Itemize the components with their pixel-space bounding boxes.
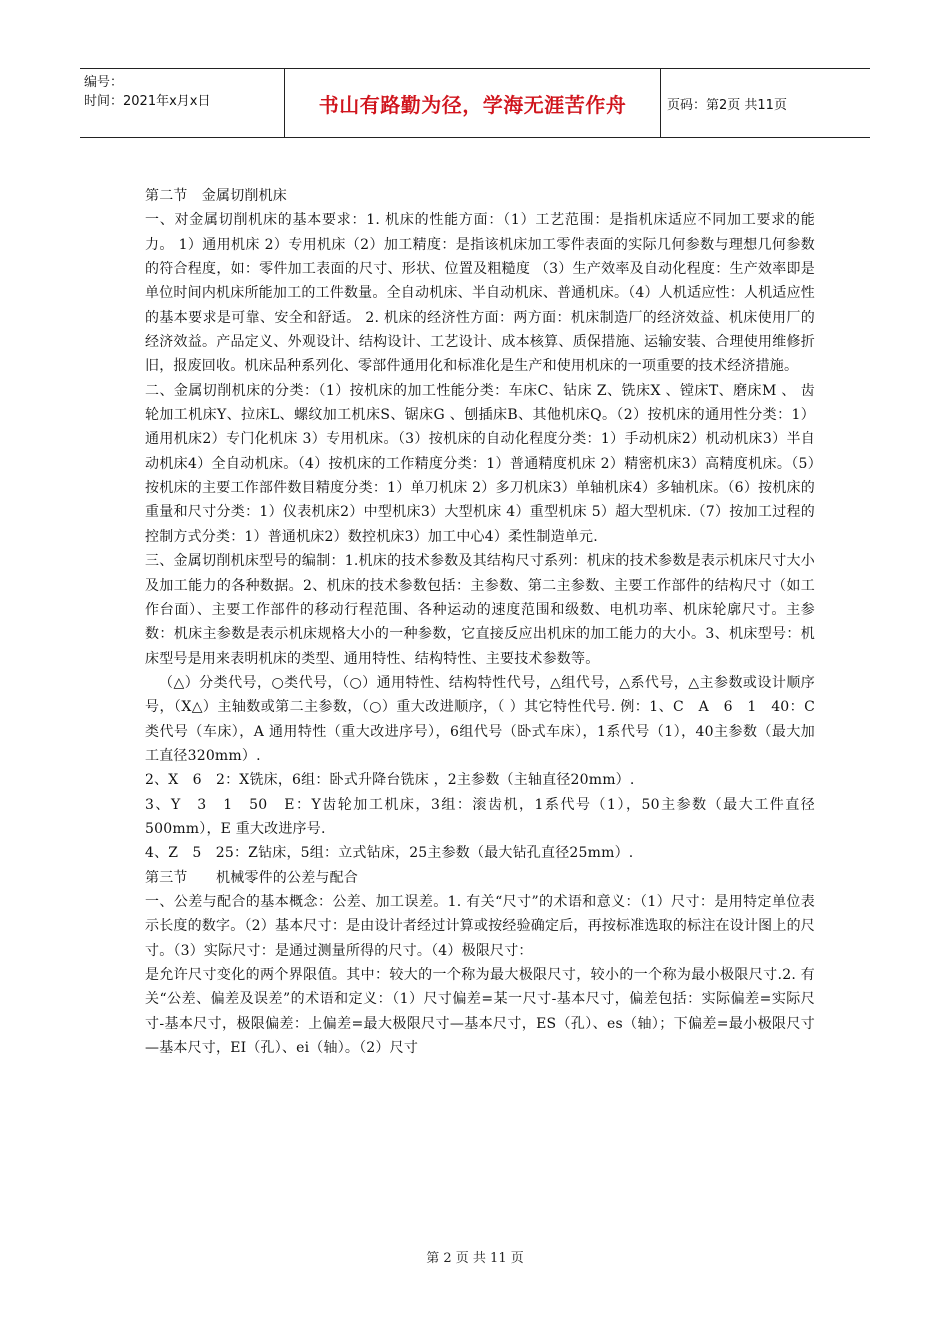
section-heading: 第三节 机械零件的公差与配合 — [145, 869, 358, 886]
header-motto: 书山有路勤为径，学海无涯苦作舟 — [285, 69, 661, 137]
section-heading: 第二节 金属切削机床 — [145, 188, 287, 204]
serial-label: 编号： — [84, 75, 124, 90]
paragraph: 二、金属切削机床的分类：（1）按机床的加工性能分类：车床C、钻床 Z、铣床X 、镗床T、磨床M 、 齿轮加工机床Y、拉床L、螺纹加工机床S、锯床G 、刨插床B、其他机床Q。（2）按机床的通用性分类：1）通用机床2）专门化机床 3）专用机床。（3）按机床的自动化程度分类：1）手动机床2）机动机床3）半自动机床4）全自动机床。（4）按机床的工作精度分类：1）普通精度机床 2）精密机床3）高精度机床。（5）按机床的主要工作部件数目精度分类：1）单刀机床 2）多刀机床3）单轴机床4）多轴机床。（6）按机床的重量和尺寸分类：1）仪表机床2）中型机床3）大型机床 4）重型机床 5）超大型机床.（7）按加工过程的控制方式分类：1）普通机床2）数控机床3）加工中心4）柔性制造单元. — [145, 382, 815, 545]
paragraph: 是允许尺寸变化的两个界限值。其中：较大的一个称为最大极限尺寸，较小的一个称为最小极限尺寸.2. 有关“公差、偏差及误差”的术语和定义：（1）尺寸偏差=某一尺寸-基本尺寸，偏差包括：实际偏差=实际尺寸-基本尺寸，极限偏差：上偏差=最大极限尺寸—基本尺寸，ES（孔）、es（轴）；下偏差=最小极限尺寸—基本尺寸，EI（孔）、ei（轴）。（2）尺寸 — [145, 967, 815, 1057]
paragraph: 三、金属切削机床型号的编制：1.机床的技术参数及其结构尺寸系列：机床的技术参数是表示机床尺寸大小及加工能力的各种数据。2、机床的技术参数包括：主参数、第二主参数、主要工作部件的结构尺寸（如工作台面）、主要工作部件的移动行程范围、各种运动的速度范围和级数、电机功率、机床轮廓尺寸。主参数：机床主参数是表示机床规格大小的一种参数，它直接反应出机床的加工能力的大小。3、机床型号：机床型号是用来表明机床的类型、通用特性、结构特性、主要技术参数等。 — [145, 553, 815, 667]
page-header — [80, 68, 870, 138]
header-page-info: 页码：第2页 共11页 — [667, 97, 787, 113]
paragraph: 4、Z 5 25：Z钻床，5组：立式钻床，25主参数（最大钻孔直径25mm）. — [145, 845, 634, 862]
paragraph: 一、对金属切削机床的基本要求：1. 机床的性能方面：（1）工艺范围：是指机床适应不同加工要求的能力。 1）通用机床 2）专用机床（2）加工精度：是指该机床加工零件表面的实际几何参数与理想几何参数的符合程度，如：零件加工表面的尺寸、形状、位置及粗糙度 （3）生产效率及自动化程度：生产效率即是单位时间内机床所能加工的工件数量。全自动机床、半自动机床、普通机床。（4）人机适应性：人机适应性的基本要求是可靠、安全和舒适。 2. 机床的经济性方面：两方面：机床制造厂的经济效益、机床使用厂的经济效益。产品定义、外观设计、结构设计、工艺设计、成本核算、质保措施、运输安装、合理使用维修折旧，报废回收。机床品种系列化、零部件通用化和标准化是生产和使用机床的一项重要的技术经济措施。 — [145, 212, 815, 375]
time-label: 时间：2021年x月x日 — [84, 94, 211, 109]
paragraph: 3、Y 3 1 50 E：Y齿轮加工机床，3组：滚齿机，1系代号（1），50主参数（最大工件直径500mm），E 重大改进序号. — [145, 796, 815, 837]
header-meta — [80, 69, 285, 137]
paragraph: 一、公差与配合的基本概念：公差、加工误差。1. 有关“尺寸”的术语和意义：（1）尺寸：是用特定单位表示长度的数字。（2）基本尺寸：是由设计者经过计算或按经验确定后，再按标准选取的标注在设计图上的尺寸。（3）实际尺寸：是通过测量所得的尺寸。（4）极限尺寸： — [145, 893, 815, 959]
paragraph: （△）分类代号，○类代号，（○）通用特性、结构特性代号，△组代号，△系代号，△主参数或设计顺序号，（X△）主轴数或第二主参数，（○）重大改进顺序，（ ）其它特性代号. 例：1、C A 6 1 40：C 类代号（车床），A 通用特性（重大改进序号），6组代号（卧式车床），1系代号（1），40主参数（最大加工直径320mm）. — [145, 674, 815, 764]
page-footer: 第 2 页 共 11 页 — [426, 1251, 524, 1266]
document-body — [145, 184, 815, 1060]
paragraph: 2、X 6 2：X铣床，6组：卧式升降台铣床 ，2主参数（主轴直径20mm）. — [145, 772, 635, 789]
